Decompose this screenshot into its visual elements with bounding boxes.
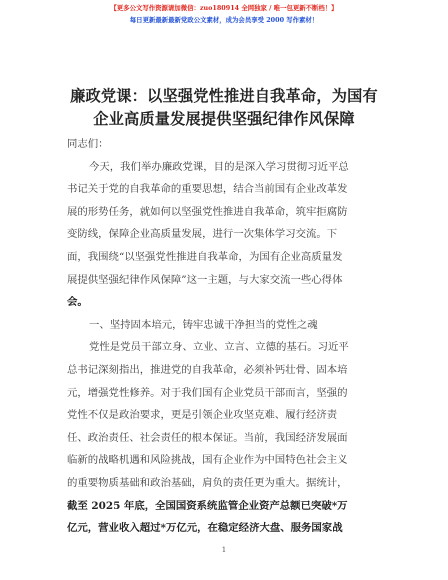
paragraph-line: 会。 [67, 296, 88, 309]
promo-banner-line-1: 【更多公文写作资源请加微信：zuo180914 全网独家 / 唯一包更新不断档！】 [110, 4, 338, 12]
paragraph-line: 党性是党员干部立身、立业、立言、立德的基石。习近平 [89, 341, 349, 354]
section-heading: 一、坚持固本培元，铸牢忠诚干净担当的党性之魂 [89, 318, 318, 331]
paragraph-line: 面，我围绕“以坚强党性推进自我革命，为国有企业高质量发 [67, 250, 343, 263]
paragraph-line: 展提供坚强纪律作风保障”这一主题，与大家交流一些心得体 [67, 273, 343, 286]
paragraph-line: 任、政治责任、社会责任的根本保证。当前，我国经济发展面 [67, 431, 348, 444]
paragraph-line: 展的形势任务，就如何以坚强党性推进自我革命，筑牢拒腐防 [67, 205, 348, 218]
paragraph-line: 书记关于党的自我革命的重要思想，结合当前国有企业改革发 [67, 183, 348, 196]
promo-banner-line-2: 每日更新最新最新党政公文素材，成为会员享受 2000 写作素材！ [129, 16, 319, 24]
paragraph-line: 截至 2025 年底，全国国资系统监管企业资产总额已突破*万 [67, 499, 348, 512]
paragraph-line: 今天，我们举办廉政党课，目的是深入学习贯彻习近平总 [89, 160, 349, 173]
paragraph-line: 的重要物质基础和政治基础，肩负的责任更为重大。据统计， [67, 476, 348, 489]
paragraph-line: 临新的战略机遇和风险挑战，国有企业作为中国特色社会主义 [67, 454, 348, 467]
paragraph-line: 元，增强党性修养。对于我们国有企业党员干部而言，坚强的 [67, 386, 348, 399]
document-body [67, 133, 383, 540]
salutation: 同志们： [67, 138, 109, 150]
document-title-line-1: 廉政党课：以坚强党性推进自我革命，为国有 [70, 87, 378, 105]
paragraph-line: 总书记深刻指出，推进党的自我革命，必须补钙壮骨、固本培 [67, 363, 348, 376]
paragraph-line: 亿元，营业收入超过*万亿元，在稳定经济大盘、服务国家战 [67, 522, 343, 535]
document-title-line-2: 企业高质量发展提供坚强纪律作风保障 [93, 110, 355, 128]
paragraph-line: 党性不仅是政治要求，更是引领企业攻坚克难、履行经济责 [67, 409, 338, 422]
page-number: 1 [221, 546, 227, 554]
paragraph-line: 变防线，保障企业高质量发展，进行一次集体学习交流。下 [67, 228, 338, 241]
